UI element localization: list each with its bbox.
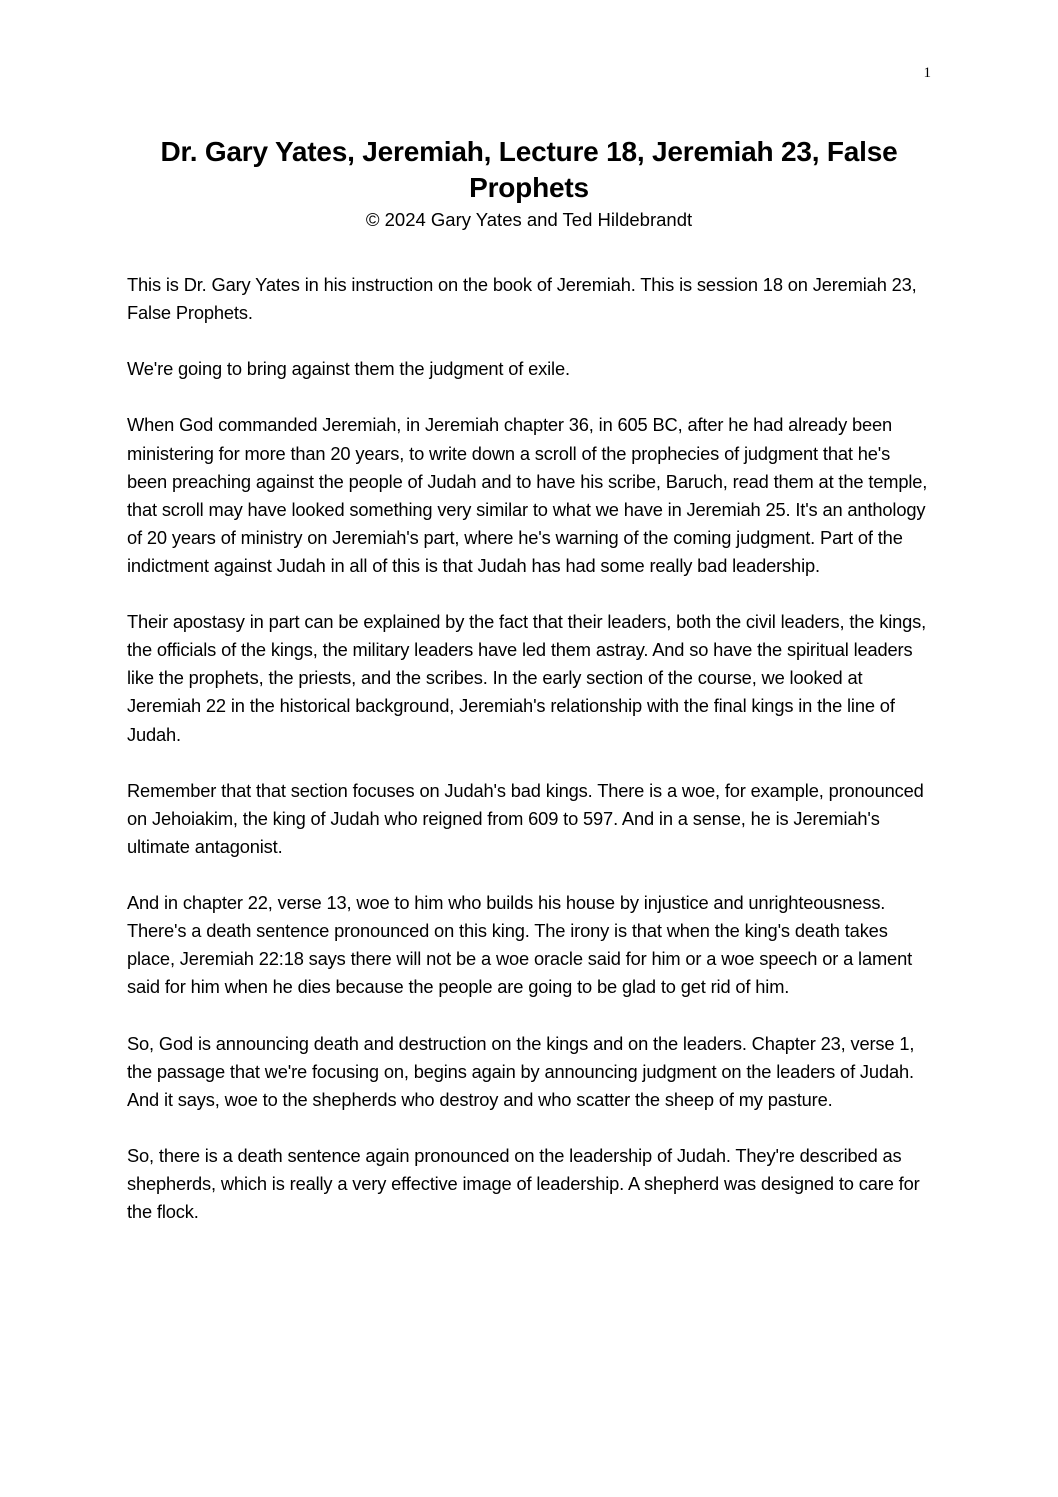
document-title: Dr. Gary Yates, Jeremiah, Lecture 18, Jeremiah 23, False Prophets (160, 136, 898, 203)
title-block (110, 134, 948, 232)
page-number: 1 (923, 65, 931, 81)
paragraph: We're going to bring against them the judgment of exile. (127, 358, 570, 380)
paragraph: So, there is a death sentence again pronounced on the leadership of Judah. They're described as shepherds, which is really a very effective image of leadership. A shepherd was designed to care for the flock. (127, 1144, 920, 1223)
document-body (127, 271, 933, 1254)
paragraph: Their apostasy in part can be explained by the fact that their leaders, both the civil leaders, the kings, the officials of the kings, the military leaders have led them astray. And so have the spiritual leaders like the prophets, the priests, and the scribes. In the early section of the course, we looked at Jeremiah 22 in the historical background, Jeremiah's relationship with the final kings in the line of Judah. (127, 611, 927, 745)
copyright-line: © 2024 Gary Yates and Ted Hildebrandt (365, 209, 693, 230)
paragraph: So, God is announcing death and destruction on the kings and on the leaders. Chapter 23, verse 1, the passage that we're focusing on, begins again by announcing judgment on the leaders of Judah. And it says, woe to the shepherds who destroy and who scatter the sheep of my pasture. (127, 1032, 915, 1110)
paragraph: When God commanded Jeremiah, in Jeremiah chapter 36, in 605 BC, after he had already been ministering for more than 20 years, to write down a scroll of the prophecies of judgment that he's been preaching against the people of Judah and to have his scribe, Baruch, read them at the temple, that scroll may have looked something very similar to what we have in Jeremiah 25. It's an anthology of 20 years of ministry on Jeremiah's part, where he's warning of the coming judgment. Part of the indictment against Judah in all of this is that Judah has had some really bad leadership. (127, 414, 928, 576)
paragraph: This is Dr. Gary Yates in his instruction on the book of Jeremiah. This is session 18 on Jeremiah 23, False Prophets. (127, 274, 917, 324)
paragraph: Remember that that section focuses on Judah's bad kings. There is a woe, for example, pronounced on Jehoiakim, the king of Judah who reigned from 609 to 597. And in a sense, he is Jeremiah's ultimate antagonist. (127, 779, 924, 857)
paragraph: And in chapter 22, verse 13, woe to him who builds his house by injustice and unrighteousness. There's a death sentence pronounced on this king. The irony is that when the king's death takes place, Jeremiah 22:18 says there will not be a woe oracle said for him or a woe speech or a lament said for him when he dies because the people are going to be glad to get rid of him. (127, 892, 913, 998)
